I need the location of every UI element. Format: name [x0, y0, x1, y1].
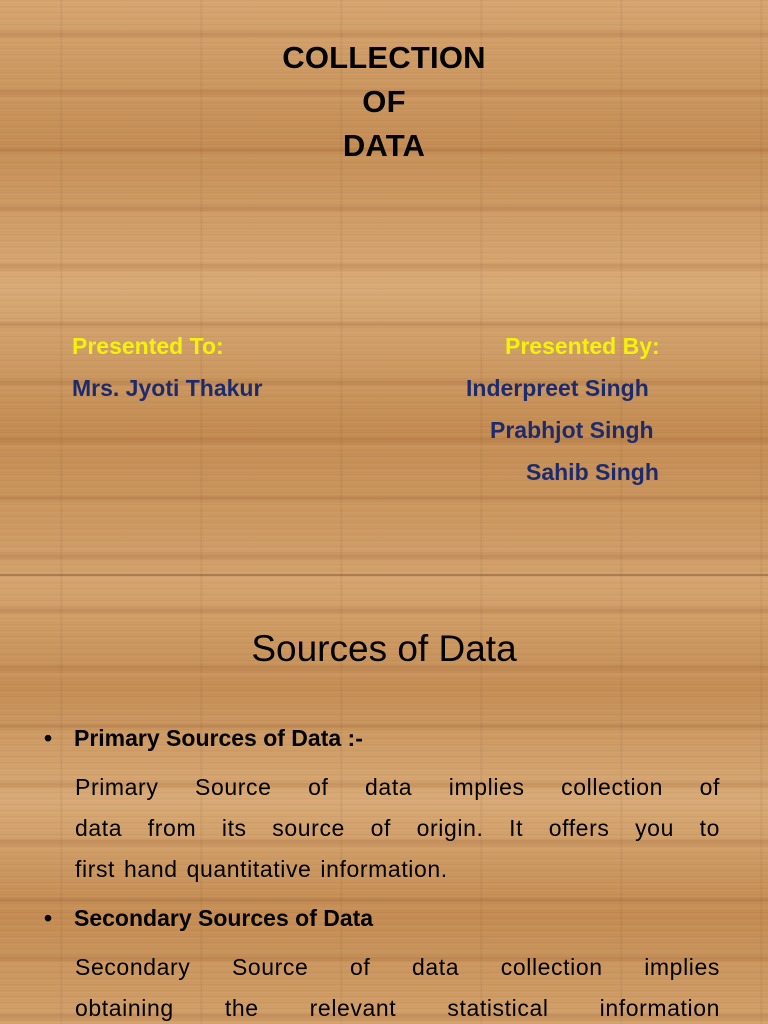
presented-by-label: Presented By:: [505, 333, 660, 359]
section-title: Sources of Data: [251, 628, 517, 669]
bullet-heading: [44, 722, 724, 754]
slide-title: [0, 36, 768, 168]
paragraph-line: first hand quantitative information.: [75, 856, 448, 882]
title-line: OF: [362, 84, 406, 119]
bullet-heading-text: Secondary Sources of Data: [74, 905, 374, 931]
bullet-icon: •: [44, 725, 53, 751]
bullet-paragraph: [75, 947, 720, 1024]
bullet-heading-text: Primary Sources of Data :-: [74, 725, 363, 751]
bullet-icon: •: [44, 905, 53, 931]
presenter-name: Prabhjot Singh: [490, 417, 654, 443]
sources-slide: [0, 574, 768, 1024]
paragraph-line: obtaining the relevant statistical information: [75, 995, 720, 1021]
paragraph-line: Secondary Source of data collection implies: [75, 954, 720, 980]
presented-to-label: Presented To:: [72, 333, 224, 359]
presented-to-name: Mrs. Jyoti Thakur: [72, 375, 263, 401]
paragraph-line: data from its source of origin. It offers you to: [75, 815, 720, 841]
presenter-name: Inderpreet Singh: [466, 375, 649, 401]
bullet-heading: [44, 902, 724, 934]
title-line: DATA: [342, 128, 426, 163]
presenter-name: Sahib Singh: [526, 459, 659, 485]
title-line: COLLECTION: [282, 40, 486, 75]
paragraph-line: Primary Source of data implies collection of: [75, 774, 720, 800]
bullet-paragraph: [75, 767, 720, 890]
